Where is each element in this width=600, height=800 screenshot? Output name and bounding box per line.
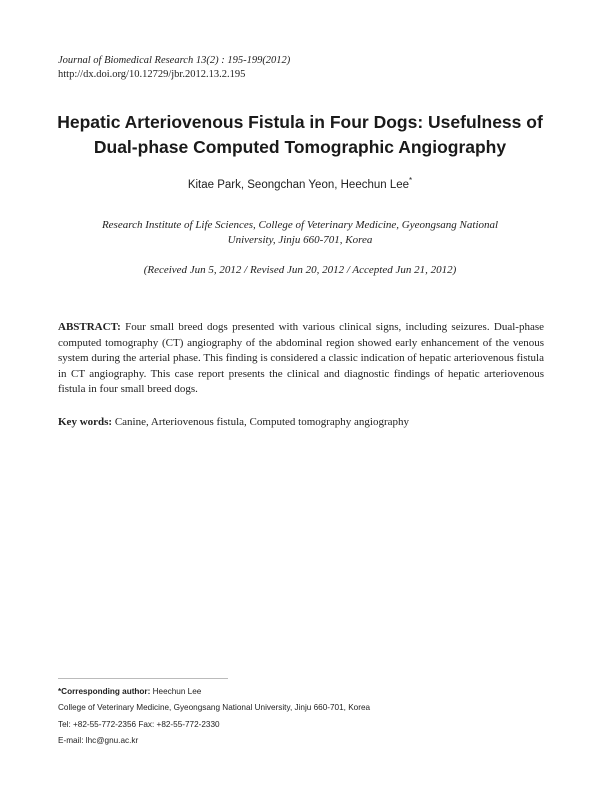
- footnote-divider: [58, 678, 228, 679]
- title-line-2: Dual-phase Computed Tomographic Angiography: [93, 137, 507, 157]
- journal-header: [58, 54, 290, 82]
- paper-title: [40, 110, 560, 160]
- keywords: [58, 416, 409, 428]
- corresponding-author-line: [58, 684, 370, 700]
- journal-citation: Journal of Biomedical Research 13(2) : 195-199(2012): [58, 55, 291, 66]
- corresponding-label: *Corresponding author:: [58, 687, 151, 696]
- corresponding-address: College of Veterinary Medicine, Gyeongsang National University, Jinju 660-701, Korea: [58, 703, 371, 713]
- abstract-label: ABSTRACT:: [58, 321, 121, 333]
- affiliation-line-2: University, Jinju 660-701, Korea: [227, 234, 373, 246]
- corresponding-name: Heechun Lee: [150, 687, 202, 696]
- keywords-label: Key words:: [58, 416, 113, 428]
- author-names: Kitae Park, Seongchan Yeon, Heechun Lee: [187, 178, 410, 191]
- keywords-text: Canine, Arteriovenous fistula, Computed tomography angiography: [112, 416, 410, 428]
- corresponding-email[interactable]: E-mail: lhc@gnu.ac.kr: [58, 736, 139, 746]
- author-list: [0, 176, 600, 191]
- affiliation: [80, 218, 520, 248]
- title-line-1: Hepatic Arteriovenous Fistula in Four Dogs: Usefulness of: [57, 112, 543, 132]
- abstract: [58, 320, 544, 398]
- doi-link[interactable]: http://dx.doi.org/10.12729/jbr.2012.13.2.195: [58, 69, 246, 80]
- received-dates: (Received Jun 5, 2012 / Revised Jun 20, 2012 / Accepted Jun 21, 2012): [143, 264, 457, 276]
- affiliation-line-1: Research Institute of Life Sciences, College of Veterinary Medicine, Gyeongsang National: [101, 219, 499, 231]
- corresponding-footnote: [58, 684, 370, 750]
- corresponding-phone: Tel: +82-55-772-2356 Fax: +82-55-772-2330: [58, 719, 220, 729]
- abstract-text: Four small breed dogs presented with various clinical signs, including seizures. Dual-phase computed tomography (CT) angiography of the abdominal region showed early enhancement of the venous system during the arterial phase. This finding is considered a classic indication of hepatic arteriovenous fistula in CT angiography. This case report presents the clinical and diagnostic findings of hepatic arteriovenous fistula in four small breed dogs.: [58, 321, 544, 395]
- corresponding-marker: *: [409, 176, 413, 185]
